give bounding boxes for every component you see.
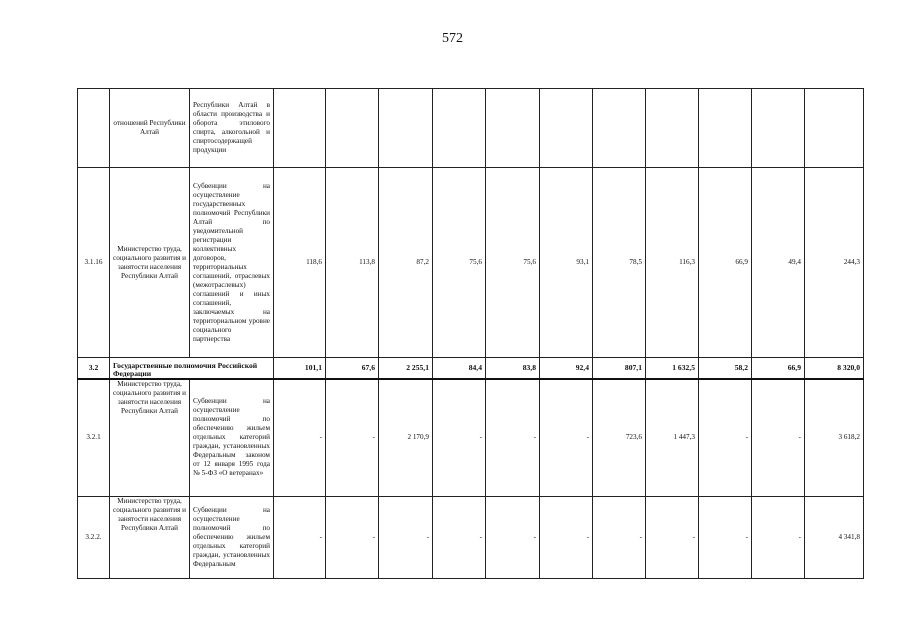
- row-code: 3.2.2.: [78, 497, 110, 579]
- row-description: Республики Алтай в области производства и оборота этилового спирта, алкогольной и спиртосодержащей продукции: [190, 89, 274, 168]
- value-cell: -: [379, 497, 433, 579]
- value-cell: -: [274, 379, 326, 497]
- value-cell: [326, 89, 379, 168]
- value-cell: 66,9: [699, 168, 752, 358]
- row-code: 3.1.16: [78, 168, 110, 358]
- table-row: [78, 89, 864, 168]
- value-cell: 75,6: [486, 168, 540, 358]
- row-organization: Министерство труда, социального развития и занятости населения Республики Алтай: [110, 168, 190, 358]
- value-cell: 101,1: [274, 358, 326, 379]
- value-cell: 116,3: [646, 168, 699, 358]
- value-cell: [646, 89, 699, 168]
- value-cell: -: [486, 379, 540, 497]
- budget-table: [77, 88, 864, 579]
- row-organization: Министерство труда, социального развития и занятости населения Республики Алтай: [110, 379, 190, 497]
- value-cell: 58,2: [699, 358, 752, 379]
- table-row: [78, 168, 864, 358]
- value-cell: -: [433, 497, 486, 579]
- value-cell: [699, 89, 752, 168]
- section-row: [78, 358, 864, 379]
- value-cell: 807,1: [593, 358, 646, 379]
- value-cell: 244,3: [805, 168, 864, 358]
- value-cell: 3 618,2: [805, 379, 864, 497]
- value-cell: 66,9: [752, 358, 805, 379]
- value-cell: [752, 89, 805, 168]
- value-cell: 92,4: [540, 358, 593, 379]
- value-cell: 113,8: [326, 168, 379, 358]
- value-cell: -: [699, 379, 752, 497]
- value-cell: 83,8: [486, 358, 540, 379]
- value-cell: 78,5: [593, 168, 646, 358]
- value-cell: 75,6: [433, 168, 486, 358]
- value-cell: 118,6: [274, 168, 326, 358]
- value-cell: [274, 89, 326, 168]
- row-description: Субвенции на осуществление полномочий по обеспечению жильем отдельных категорий граждан, установленных Федеральным законом от 12 января 1995 года № 5-ФЗ «О ветеранах»: [190, 379, 274, 497]
- value-cell: [805, 89, 864, 168]
- value-cell: 2 170,9: [379, 379, 433, 497]
- row-code: [78, 89, 110, 168]
- value-cell: -: [752, 379, 805, 497]
- value-cell: -: [593, 497, 646, 579]
- value-cell: -: [752, 497, 805, 579]
- row-description: Субвенции на осуществление полномочий по обеспечению жильем отдельных категорий граждан, установленных Федеральным: [190, 497, 274, 579]
- value-cell: [540, 89, 593, 168]
- value-cell: -: [274, 497, 326, 579]
- row-description: Субвенции на осуществление государственных полномочий Республики Алтай по уведомительной регистрации коллективных договоров, территориальных соглашений, отраслевых (межотраслевых) соглашений и иных соглашений, заключаемых на территориальном уровне социального партнерства: [190, 168, 274, 358]
- value-cell: -: [540, 379, 593, 497]
- value-cell: -: [699, 497, 752, 579]
- value-cell: [379, 89, 433, 168]
- row-organization: отношений Республики Алтай: [110, 89, 190, 168]
- value-cell: 8 320,0: [805, 358, 864, 379]
- value-cell: -: [433, 379, 486, 497]
- value-cell: 4 341,8: [805, 497, 864, 579]
- value-cell: -: [646, 497, 699, 579]
- value-cell: [433, 89, 486, 168]
- value-cell: -: [326, 497, 379, 579]
- value-cell: 2 255,1: [379, 358, 433, 379]
- value-cell: 49,4: [752, 168, 805, 358]
- value-cell: 1 447,3: [646, 379, 699, 497]
- table-row: [78, 379, 864, 497]
- table-row: [78, 497, 864, 579]
- value-cell: -: [540, 497, 593, 579]
- value-cell: 67,6: [326, 358, 379, 379]
- value-cell: 84,4: [433, 358, 486, 379]
- section-title: Государственные полномочия Российской Федерации: [110, 358, 274, 379]
- value-cell: -: [486, 497, 540, 579]
- section-code: 3.2: [78, 358, 110, 379]
- value-cell: 723,6: [593, 379, 646, 497]
- value-cell: 87,2: [379, 168, 433, 358]
- value-cell: [593, 89, 646, 168]
- page-number: 572: [442, 31, 463, 46]
- value-cell: 93,1: [540, 168, 593, 358]
- value-cell: [486, 89, 540, 168]
- value-cell: 1 632,5: [646, 358, 699, 379]
- row-code: 3.2.1: [78, 379, 110, 497]
- value-cell: -: [326, 379, 379, 497]
- row-organization: Министерство труда, социального развития и занятости населения Республики Алтай: [110, 497, 190, 579]
